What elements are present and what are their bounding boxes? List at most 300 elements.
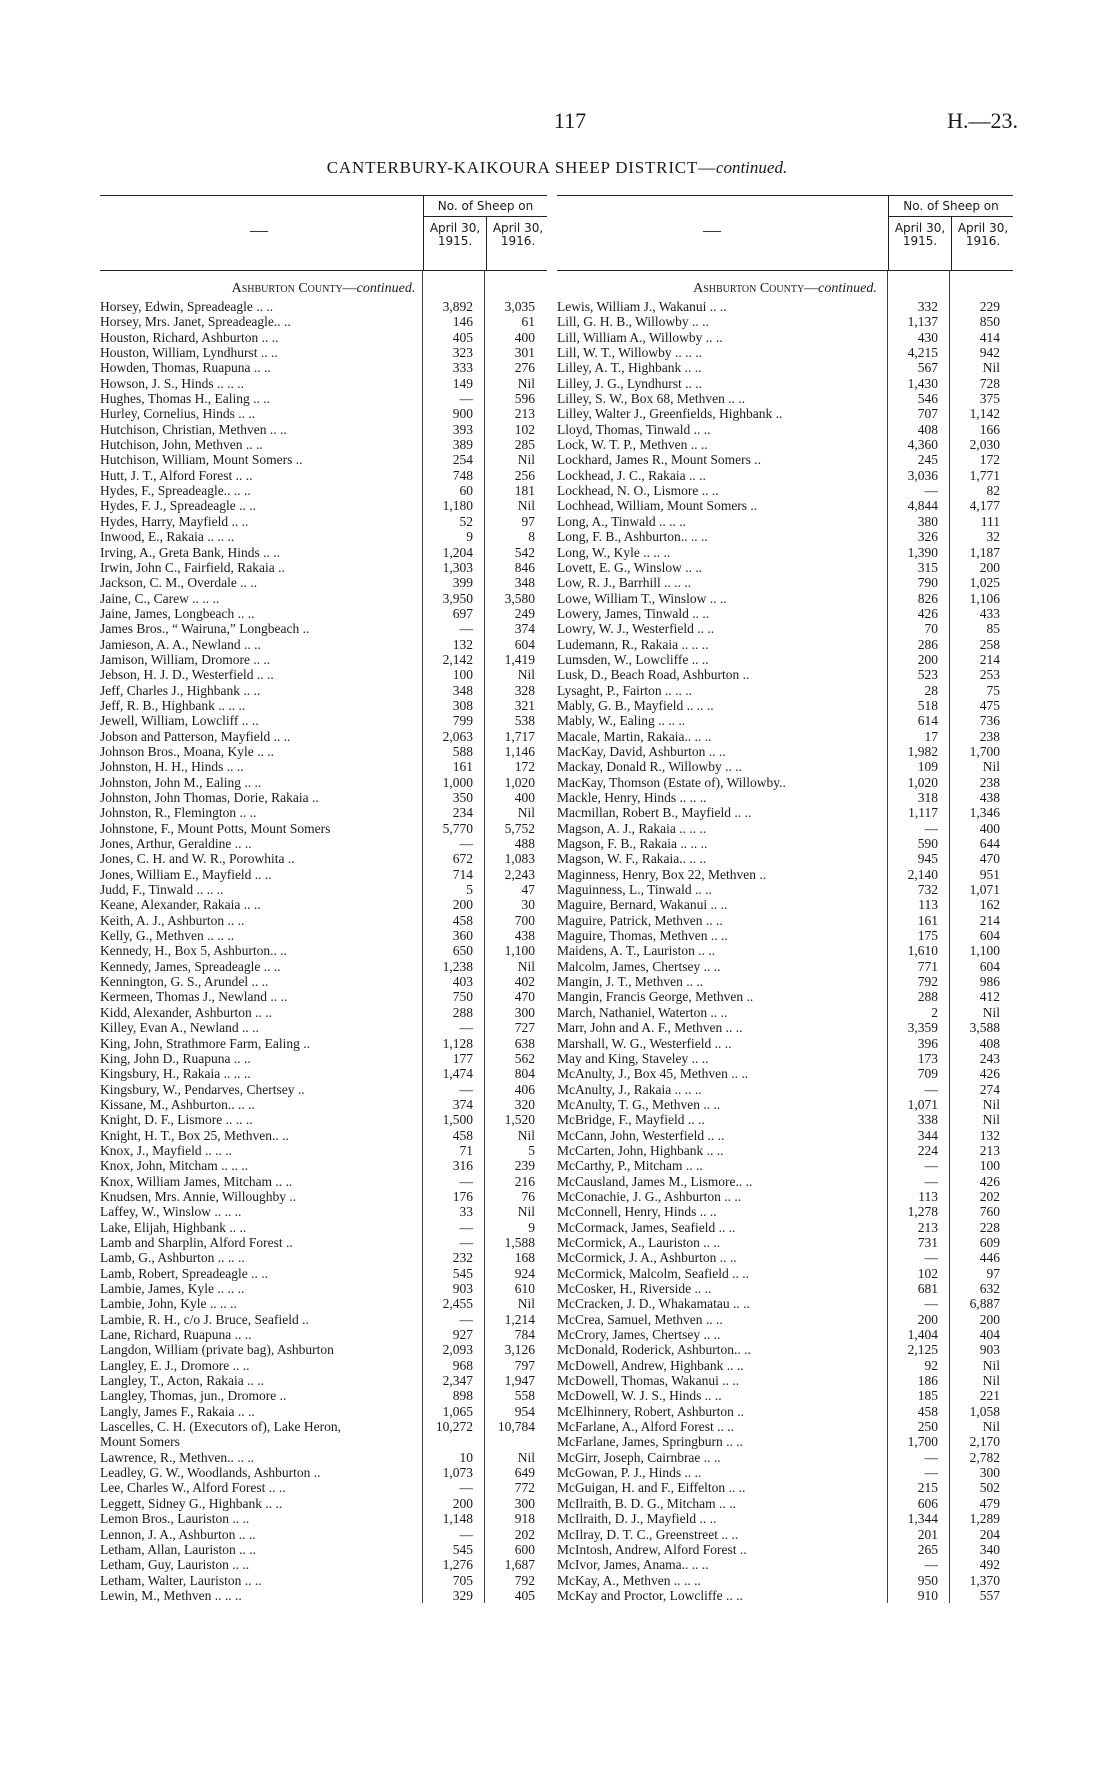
owner-name-cell: Lockhead, N. O., Lismore .. .. — [557, 483, 719, 499]
sheep-1916-cell: 562 — [514, 1050, 535, 1066]
sheep-1915-cell: — — [459, 836, 473, 852]
sheep-1915-cell: 132 — [452, 636, 473, 652]
table-row — [557, 545, 1013, 560]
sheep-1916-cell: 760 — [979, 1204, 1000, 1220]
owner-name-cell: McGowan, P. J., Hinds .. .. — [557, 1465, 702, 1481]
sheep-1916-cell: 542 — [514, 544, 535, 560]
table-row — [100, 821, 547, 836]
sheep-1916-cell: 954 — [514, 1403, 535, 1419]
owner-name-cell: McKay and Proctor, Lowcliffe .. .. — [557, 1587, 743, 1603]
sheep-1916-cell: 111 — [980, 513, 1000, 529]
owner-name-cell: McFarlane, A., Alford Forest .. .. — [557, 1419, 734, 1435]
owner-name-cell: McCrea, Samuel, Methven .. .. — [557, 1311, 723, 1327]
owner-name-cell: Lovett, E. G., Winslow .. .. — [557, 559, 703, 575]
sheep-1915-cell: — — [459, 1219, 473, 1235]
owner-name-cell: Hughes, Thomas H., Ealing .. .. — [100, 391, 270, 407]
owner-name-cell: Magson, A. J., Rakaia .. .. .. — [557, 820, 707, 836]
table-row — [100, 1036, 547, 1051]
owner-name-cell: Long, F. B., Ashburton.. .. .. — [557, 529, 708, 545]
owner-name-cell: McCarthy, P., Mitcham .. .. — [557, 1158, 703, 1174]
sheep-1916-cell: 3,035 — [504, 299, 535, 314]
table-row — [557, 637, 1013, 652]
table-row — [557, 867, 1013, 882]
owner-name-cell: Horsey, Mrs. Janet, Spreadeagle.. .. — [100, 314, 291, 330]
sheep-1915-cell: 200 — [917, 651, 938, 667]
table-row — [100, 1051, 547, 1066]
left-year2-line2: 1916. — [500, 234, 536, 248]
sheep-1915-cell: 714 — [452, 866, 473, 882]
table-row — [557, 560, 1013, 575]
owner-name-cell: May and King, Staveley .. .. — [557, 1050, 709, 1066]
sheep-1916-cell: 924 — [514, 1265, 535, 1281]
table-row — [557, 821, 1013, 836]
sheep-1915-cell: 709 — [917, 1066, 938, 1082]
sheep-1916-cell: 202 — [979, 1188, 1000, 1204]
sheep-1916-cell: 1,687 — [504, 1557, 535, 1573]
sheep-1915-cell: 2 — [931, 1004, 938, 1020]
table-row — [100, 1250, 547, 1265]
sheep-1915-cell: 650 — [452, 943, 473, 959]
table-row — [557, 1434, 1013, 1449]
owner-name-cell: Knight, H. T., Box 25, Methven.. .. — [100, 1127, 289, 1143]
sheep-1916-cell: 400 — [514, 329, 535, 345]
sheep-1915-cell: 100 — [452, 667, 473, 683]
owner-name-cell: Mangin, Francis George, Methven .. — [557, 989, 754, 1005]
sheep-1915-cell: — — [459, 1480, 473, 1496]
sheep-1916-cell: 479 — [979, 1495, 1000, 1511]
owner-name-cell: Lysaght, P., Fairton .. .. .. — [557, 682, 693, 698]
table-row — [557, 1128, 1013, 1143]
sheep-1915-cell: — — [924, 1465, 938, 1481]
sheep-1915-cell: 606 — [917, 1495, 938, 1511]
owner-name-cell: Lewis, William J., Wakanui .. .. — [557, 299, 727, 314]
owner-name-cell: Mackay, Donald R., Willowby .. .. — [557, 759, 743, 775]
sheep-1916-cell: 6,887 — [969, 1296, 1000, 1312]
sheep-1915-cell: 732 — [917, 882, 938, 898]
sheep-1916-cell: 632 — [979, 1281, 1000, 1296]
sheep-1915-cell: 315 — [917, 559, 938, 575]
owner-name-cell: Laffey, W., Winslow .. .. .. — [100, 1204, 242, 1220]
sheep-1916-cell: 172 — [514, 759, 535, 775]
sheep-1915-cell: 318 — [917, 790, 938, 805]
sheep-1915-cell: 200 — [452, 1495, 473, 1511]
sheep-1915-cell: — — [924, 1158, 938, 1174]
sheep-1916-cell: Nil — [517, 958, 535, 974]
table-row — [557, 897, 1013, 912]
owner-name-cell: Johnstone, F., Mount Potts, Mount Somers — [100, 820, 331, 836]
table-row — [557, 1266, 1013, 1281]
sheep-1916-cell: 644 — [979, 836, 1000, 852]
owner-name-cell: Kingsbury, W., Pendarves, Chertsey .. — [100, 1081, 305, 1097]
table-row — [100, 989, 547, 1004]
table-row — [557, 376, 1013, 391]
owner-name-cell: Low, R. J., Barrhill .. .. .. — [557, 575, 692, 591]
table-row — [100, 713, 547, 728]
sheep-1915-cell: — — [459, 1020, 473, 1036]
sheep-1916-cell: 596 — [514, 391, 535, 407]
table-row — [100, 729, 547, 744]
table-row — [557, 1312, 1013, 1327]
owner-name-cell: Lloyd, Thomas, Tinwald .. .. — [557, 421, 711, 437]
owner-name-cell: Mangin, J. T., Methven .. .. — [557, 974, 704, 990]
sheep-1915-cell: 590 — [917, 836, 938, 852]
sheep-1915-cell: 3,892 — [442, 299, 473, 314]
table-row — [557, 943, 1013, 958]
sheep-1916-cell: 166 — [979, 421, 1000, 437]
owner-name-cell: McCormick, J. A., Ashburton .. .. — [557, 1250, 737, 1266]
sheep-1915-cell: — — [459, 621, 473, 637]
sheep-1915-cell: 9 — [466, 529, 473, 545]
table-row — [557, 1220, 1013, 1235]
owner-name-cell: McCrory, James, Chertsey .. .. — [557, 1327, 721, 1343]
table-row — [100, 1480, 547, 1495]
sheep-1916-cell: 1,025 — [969, 575, 1000, 591]
sheep-1915-cell: 10,272 — [435, 1419, 473, 1435]
owner-name-cell: Lock, W. T. P., Methven .. .. — [557, 437, 708, 453]
sheep-1916-cell: 1,058 — [969, 1403, 1000, 1419]
sheep-1916-cell: 1,214 — [504, 1311, 535, 1327]
owner-name-cell: Lowry, W. J., Westerfield .. .. — [557, 621, 715, 637]
table-row — [100, 698, 547, 713]
owner-name-cell: Lee, Charles W., Alford Forest .. .. — [100, 1480, 286, 1496]
table-row — [557, 1527, 1013, 1542]
sheep-1915-cell: 338 — [917, 1112, 938, 1128]
owner-name-cell: Johnston, R., Flemington .. .. — [100, 805, 257, 821]
owner-name-cell: Lilley, A. T., Highbank .. .. — [557, 360, 702, 376]
table-row — [557, 1112, 1013, 1127]
sheep-1916-cell: 102 — [514, 421, 535, 437]
owner-name-cell: Irwin, John C., Fairfield, Rakaia .. — [100, 559, 285, 575]
sheep-1916-cell: 406 — [514, 1081, 535, 1097]
sheep-1916-cell: 76 — [521, 1188, 535, 1204]
sheep-1915-cell: 1,117 — [908, 805, 938, 821]
sheep-1916-cell: 1,700 — [969, 743, 1000, 759]
sheep-1915-cell: 146 — [452, 314, 473, 330]
table-row — [557, 529, 1013, 544]
right-year2-line1: April 30, — [957, 221, 1009, 235]
table-row — [100, 1327, 547, 1342]
owner-name-cell: Lambie, R. H., c/o J. Bruce, Seafield .. — [100, 1311, 309, 1327]
owner-name-cell: Jaine, James, Longbeach .. .. — [100, 605, 255, 621]
owner-name-cell: Jaine, C., Carew .. .. .. — [100, 590, 220, 606]
sheep-1916-cell: 951 — [979, 866, 1000, 882]
sheep-1915-cell: 186 — [917, 1373, 938, 1389]
sheep-1915-cell: 1,000 — [442, 774, 473, 790]
owner-name-cell: McBridge, F., Mayfield .. .. — [557, 1112, 705, 1128]
owner-name-cell: Lane, Richard, Ruapuna .. .. — [100, 1327, 252, 1343]
sheep-1915-cell: 2,140 — [907, 866, 938, 882]
owner-name-cell: Lilley, S. W., Box 68, Methven .. .. — [557, 391, 746, 407]
owner-name-cell: Hydes, F. J., Spreadeagle .. .. — [100, 498, 257, 514]
sheep-1915-cell: — — [924, 1449, 938, 1465]
left-column — [100, 195, 547, 1603]
owner-name-cell: McDonald, Roderick, Ashburton.. .. — [557, 1342, 751, 1358]
table-row — [557, 1373, 1013, 1388]
owner-name-cell: Lill, W. T., Willowby .. .. .. — [557, 345, 702, 361]
sheep-1915-cell: 1,204 — [442, 544, 473, 560]
right-section-county: Ashburton County— — [693, 281, 819, 296]
sheep-1916-cell: 475 — [979, 697, 1000, 713]
sheep-1916-cell: 85 — [986, 621, 1000, 637]
owner-name-cell: March, Nathaniel, Waterton .. .. — [557, 1004, 728, 1020]
sheep-1915-cell: 28 — [924, 682, 938, 698]
table-row — [557, 1588, 1013, 1603]
owner-name-cell: Maguire, Patrick, Methven .. .. — [557, 912, 723, 928]
sheep-1916-cell: 47 — [521, 882, 535, 898]
owner-name-cell: Long, W., Kyle .. .. .. — [557, 544, 671, 560]
sheep-1915-cell: 213 — [917, 1219, 938, 1235]
owner-name-cell: Kissane, M., Ashburton.. .. .. — [100, 1096, 255, 1112]
left-year1-header — [424, 222, 486, 248]
page-title — [0, 158, 1114, 178]
table-row — [100, 1419, 547, 1434]
left-year1-line2: 1915. — [437, 234, 473, 248]
table-row — [557, 1204, 1013, 1219]
sheep-1916-cell: 604 — [979, 928, 1000, 944]
sheep-1916-cell: 557 — [979, 1587, 1000, 1603]
table-row — [557, 1296, 1013, 1311]
sheep-1916-cell: 797 — [514, 1357, 535, 1373]
table-row — [100, 1511, 547, 1526]
table-row — [557, 391, 1013, 406]
owner-name-cell: Jebson, H. J. D., Westerfield .. .. — [100, 667, 274, 683]
owner-name-cell: Lascelles, C. H. (Executors of), Lake Heron, — [100, 1419, 342, 1435]
sheep-1916-cell: 97 — [986, 1265, 1000, 1281]
sheep-1916-cell: 1,100 — [969, 943, 1000, 959]
owner-name-cell: Kelly, G., Methven .. .. .. — [100, 928, 235, 944]
sheep-1916-cell: 404 — [979, 1327, 1000, 1343]
sheep-1915-cell: 333 — [452, 360, 473, 376]
sheep-1915-cell: — — [924, 483, 938, 499]
sheep-1916-cell: 400 — [514, 790, 535, 805]
sheep-1915-cell: 1,128 — [442, 1035, 473, 1051]
owner-name-cell: McCormick, Malcolm, Seafield .. .. — [557, 1265, 749, 1281]
sheep-1915-cell: 393 — [452, 421, 473, 437]
sheep-1916-cell: 400 — [979, 820, 1000, 836]
sheep-1916-cell: 736 — [979, 713, 1000, 729]
sheep-1916-cell: 1,020 — [504, 774, 535, 790]
sheep-1916-cell: 374 — [514, 621, 535, 637]
sheep-1916-cell: 253 — [979, 667, 1000, 683]
table-row — [100, 913, 547, 928]
sheep-1916-cell: 213 — [514, 406, 535, 422]
sheep-1916-cell: 850 — [979, 314, 1000, 330]
sheep-1916-cell: 4,177 — [969, 498, 1000, 514]
sheep-1915-cell: 3,359 — [907, 1020, 938, 1036]
sheep-1915-cell: 161 — [917, 912, 938, 928]
table-row — [100, 1296, 547, 1311]
owner-name-cell: Jamieson, A. A., Newland .. .. — [100, 636, 261, 652]
table-row — [100, 345, 547, 360]
table-row — [557, 1097, 1013, 1112]
owner-name-cell: Howson, J. S., Hinds .. .. .. — [100, 375, 245, 391]
table-row — [100, 422, 547, 437]
sheep-1915-cell: 60 — [459, 483, 473, 499]
sheep-1915-cell: 288 — [917, 989, 938, 1005]
table-row — [557, 1496, 1013, 1511]
owner-name-cell: Maguire, Thomas, Methven .. .. — [557, 928, 728, 944]
table-row — [557, 1235, 1013, 1250]
owner-name-cell: Johnston, John Thomas, Dorie, Rakaia .. — [100, 790, 319, 805]
table-row — [557, 1250, 1013, 1265]
table-row — [100, 1388, 547, 1403]
table-row — [100, 1082, 547, 1097]
sheep-1916-cell: Nil — [982, 759, 1000, 775]
table-row — [100, 637, 547, 652]
sheep-1916-cell: 228 — [979, 1219, 1000, 1235]
sheep-1915-cell: 360 — [452, 928, 473, 944]
table-row — [557, 652, 1013, 667]
table-row — [100, 1235, 547, 1250]
sheep-1916-cell: 492 — [979, 1557, 1000, 1573]
owner-name-cell: Leadley, G. W., Woodlands, Ashburton .. — [100, 1465, 321, 1481]
owner-name-cell: Marr, John and A. F., Methven .. .. — [557, 1020, 743, 1036]
owner-name-cell: Maginness, Henry, Box 22, Methven .. — [557, 866, 767, 882]
owner-name-cell: King, John, Strathmore Farm, Ealing .. — [100, 1035, 310, 1051]
owner-name-cell: McIlraith, D. J., Mayfield .. .. — [557, 1511, 717, 1527]
table-row — [100, 1189, 547, 1204]
sheep-1916-cell: 2,030 — [969, 437, 1000, 453]
owner-name-cell: Letham, Allan, Lauriston .. .. — [100, 1541, 256, 1557]
sheep-1915-cell: 176 — [452, 1188, 473, 1204]
owner-name-cell: McDowell, W. J. S., Hinds .. .. — [557, 1388, 722, 1404]
sheep-1916-cell: 9 — [528, 1219, 535, 1235]
table-row — [557, 729, 1013, 744]
table-row — [557, 1174, 1013, 1189]
sheep-1915-cell: — — [459, 1081, 473, 1097]
sheep-1916-cell: 258 — [979, 636, 1000, 652]
sheep-1915-cell: 173 — [917, 1050, 938, 1066]
owner-name-cell: Maidens, A. T., Lauriston .. .. — [557, 943, 716, 959]
table-row — [100, 652, 547, 667]
table-row — [557, 1189, 1013, 1204]
sheep-1915-cell: 1,065 — [442, 1403, 473, 1419]
owner-name-cell: Jones, William E., Mayfield .. .. — [100, 866, 272, 882]
sheep-1915-cell: 2,142 — [442, 651, 473, 667]
table-row — [100, 1281, 547, 1296]
sheep-1916-cell: 426 — [979, 1173, 1000, 1189]
owner-name-cell: Mackle, Henry, Hinds .. .. .. — [557, 790, 707, 805]
owner-name-cell: Jewell, William, Lowcliff .. .. — [100, 713, 259, 729]
sheep-1915-cell: 332 — [917, 299, 938, 314]
owner-name-cell: Leggett, Sidney G., Highbank .. .. — [100, 1495, 283, 1511]
owner-name-cell: McFarlane, James, Springburn .. .. — [557, 1434, 743, 1450]
sheep-1915-cell: 10 — [459, 1449, 473, 1465]
owner-name-cell: McCann, John, Westerfield .. .. — [557, 1127, 725, 1143]
table-row — [100, 1266, 547, 1281]
owner-name-cell: Keith, A. J., Ashburton .. .. — [100, 912, 245, 928]
owner-name-cell: Lill, G. H. B., Willowby .. .. — [557, 314, 709, 330]
sheep-1916-cell: 728 — [979, 375, 1000, 391]
table-row — [557, 406, 1013, 421]
left-year2-header — [486, 217, 549, 270]
sheep-1915-cell: 697 — [452, 605, 473, 621]
sheep-1916-cell: 97 — [521, 513, 535, 529]
sheep-1916-cell: 239 — [514, 1158, 535, 1174]
table-row — [557, 514, 1013, 529]
owner-name-cell: Lowe, William T., Winslow .. .. — [557, 590, 727, 606]
table-row — [557, 759, 1013, 774]
owner-name-cell: Howden, Thomas, Ruapuna .. .. — [100, 360, 271, 376]
right-table-body — [557, 271, 1013, 1603]
sheep-1916-cell: 300 — [979, 1465, 1000, 1481]
sheep-1915-cell: 200 — [452, 897, 473, 913]
table-row — [557, 805, 1013, 820]
owner-name-cell: Jobson and Patterson, Mayfield .. .. — [100, 728, 291, 744]
owner-name-cell: Letham, Walter, Lauriston .. .. — [100, 1572, 262, 1588]
sheep-1915-cell: 1,238 — [442, 958, 473, 974]
table-row — [100, 959, 547, 974]
owner-name-cell: McConnell, Henry, Hinds .. .. — [557, 1204, 717, 1220]
sheep-1916-cell: 340 — [979, 1541, 1000, 1557]
table-row — [100, 1342, 547, 1357]
sheep-1916-cell: 792 — [514, 1572, 535, 1588]
sheep-1916-cell: 274 — [979, 1081, 1000, 1097]
sheep-1916-cell: 168 — [514, 1250, 535, 1266]
sheep-1915-cell: — — [924, 1081, 938, 1097]
right-year1-line2: 1915. — [902, 234, 938, 248]
owner-name-cell: McIvor, James, Anama.. .. .. — [557, 1557, 709, 1573]
table-row — [100, 1465, 547, 1480]
table-row — [100, 1312, 547, 1327]
sheep-1916-cell: 986 — [979, 974, 1000, 990]
table-row — [100, 1573, 547, 1588]
table-row — [100, 314, 547, 329]
owner-name-cell: Knox, William James, Mitcham .. .. — [100, 1173, 293, 1189]
sheep-1915-cell: 1,303 — [442, 559, 473, 575]
table-row — [100, 591, 547, 606]
table-row — [100, 406, 547, 421]
table-row — [557, 851, 1013, 866]
sheep-1915-cell: 750 — [452, 989, 473, 1005]
sheep-1915-cell: 102 — [917, 1265, 938, 1281]
table-row — [100, 1434, 547, 1449]
sheep-1915-cell: 177 — [452, 1050, 473, 1066]
left-header-dash: — — [250, 220, 268, 240]
table-row — [100, 759, 547, 774]
sheep-1916-cell: 1,106 — [969, 590, 1000, 606]
sheep-1915-cell: 1,071 — [907, 1096, 938, 1112]
owner-name-cell: Jeff, R. B., Highbank .. .. .. — [100, 697, 246, 713]
sheep-1915-cell: 705 — [452, 1572, 473, 1588]
sheep-1915-cell: 799 — [452, 713, 473, 729]
table-row — [557, 1281, 1013, 1296]
owner-name-cell: Kidd, Alexander, Ashburton .. .. — [100, 1004, 272, 1020]
sheep-1916-cell: 3,126 — [504, 1342, 535, 1358]
sheep-1916-cell: 3,580 — [504, 590, 535, 606]
table-row — [100, 1005, 547, 1020]
sheep-1915-cell: 403 — [452, 974, 473, 990]
sheep-1915-cell: 52 — [459, 513, 473, 529]
owner-name-cell: Lamb, Robert, Spreadeagle .. .. — [100, 1265, 268, 1281]
sheep-1916-cell: 1,370 — [969, 1572, 1000, 1588]
sheep-1916-cell: 1,071 — [969, 882, 1000, 898]
owner-name-cell: Lewin, M., Methven .. .. .. — [100, 1587, 242, 1603]
owner-name-cell: Magson, W. F., Rakaia.. .. .. — [557, 851, 707, 867]
table-row — [557, 1573, 1013, 1588]
table-row — [557, 790, 1013, 805]
table-row — [557, 882, 1013, 897]
left-rows — [100, 299, 547, 1603]
right-year1-header — [889, 222, 951, 248]
sheep-1916-cell: 804 — [514, 1066, 535, 1082]
sheep-1915-cell: 614 — [917, 713, 938, 729]
sheep-1916-cell: 276 — [514, 360, 535, 376]
sheep-1915-cell: 1,276 — [442, 1557, 473, 1573]
sheep-1916-cell: Nil — [982, 1419, 1000, 1435]
left-section-county: Ashburton County— — [231, 281, 357, 296]
table-row — [100, 1542, 547, 1557]
